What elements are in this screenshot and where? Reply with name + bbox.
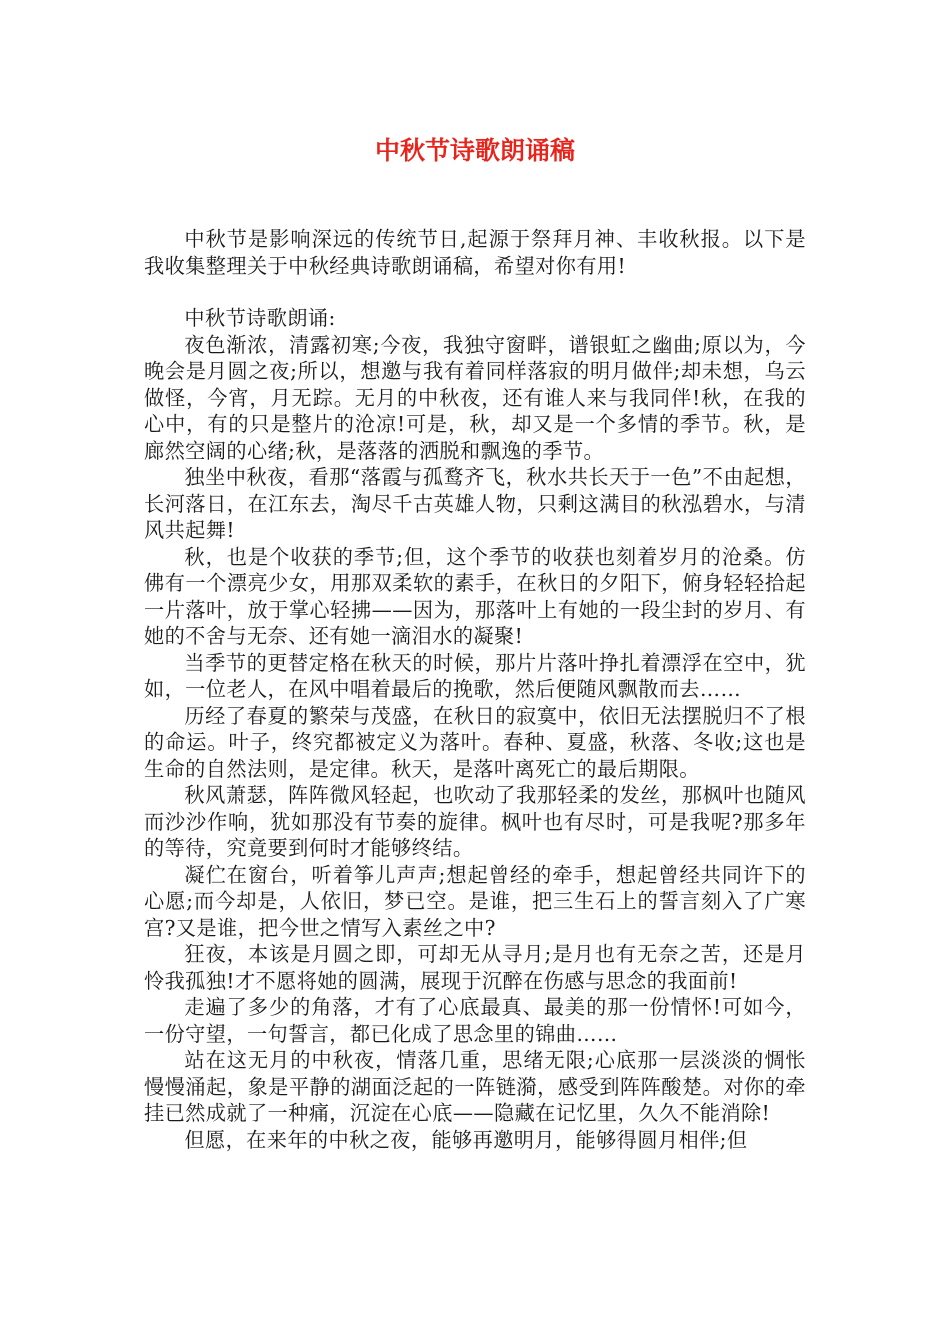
poem-paragraph: 凝伫在窗台，听着筝儿声声;想起曾经的牵手，想起曾经共同许下的心愿;而今却是，人依旧，梦已空。是谁，把三生石上的誓言刻入了广寒宫?又是谁，把今世之情写入素丝之中? (144, 862, 806, 940)
poem-paragraph: 夜色渐浓，清露初寒;今夜，我独守窗畔，谱银虹之幽曲;原以为，今晚会是月圆之夜;所以，想邀与我有着同样落寂的明月做伴;却未想，乌云做怪，今宵，月无踪。无月的中秋夜，还有谁人来与我同伴!秋，在我的心中，有的只是整片的沧凉!可是，秋，却又是一个多情的季节。秋，是廊然空阔的心绪;秋，是落落的洒脱和飘逸的季节。 (144, 332, 806, 463)
poem-paragraph: 当季节的更替定格在秋天的时候，那片片落叶挣扎着漂浮在空中，犹如，一位老人，在风中唱着最后的挽歌，然后便随风飘散而去…… (144, 650, 806, 701)
section-heading: 中秋节诗歌朗诵: (184, 306, 336, 330)
poem-paragraph: 走遍了多少的角落，才有了心底最真、最美的那一份情怀!可如今，一份守望，一句誓言，都已化成了思念里的锦曲…… (144, 995, 806, 1046)
poem-paragraph: 历经了春夏的繁荣与茂盛，在秋日的寂寞中，依旧无法摆脱归不了根的命运。叶子，终究都被定义为落叶。春种、夏盛，秋落、冬收;这也是生命的自然法则，是定律。秋天，是落叶离死亡的最后期限。 (144, 703, 806, 781)
poem-paragraph: 秋风萧瑟，阵阵微风轻起，也吹动了我那轻柔的发丝，那枫叶也随风而沙沙作响，犹如那没有节奏的旋律。枫叶也有尽时，可是我呢?那多年的等待，究竟要到何时才能够终结。 (144, 783, 806, 860)
poem-paragraph: 站在这无月的中秋夜，情落几重，思绪无限;心底那一层淡淡的惆怅慢慢涌起，象是平静的湖面泛起的一阵链漪，感受到阵阵酸楚。对你的牵挂已然成就了一种痛，沉淀在心底——隐藏在记忆里，久久不能消除! (144, 1048, 806, 1125)
intro-paragraph: 中秋节是影响深远的传统节日,起源于祭拜月神、丰收秋报。以下是我收集整理关于中秋经典诗歌朗诵稿，希望对你有用! (144, 227, 806, 278)
poem-paragraph: 秋，也是个收获的季节;但，这个季节的收获也刻着岁月的沧桑。仿佛有一个漂亮少女，用那双柔软的素手，在秋日的夕阳下，俯身轻轻拾起一片落叶，放于掌心轻拂——因为，那落叶上有她的一段尘封的岁月、有她的不舍与无奈、还有她一滴泪水的凝聚! (144, 544, 806, 648)
poem-paragraph: 独坐中秋夜，看那“落霞与孤鹜齐飞，秋水共长天于一色”不由起想，长河落日，在江东去，淘尽千古英雄人物，只剩这满目的秋泓碧水，与清风共起舞! (144, 465, 806, 542)
poem-paragraph: 狂夜，本该是月圆之即，可却无从寻月;是月也有无奈之苦，还是月怜我孤独!才不愿将她的圆满，展现于沉醉在伤感与思念的我面前! (144, 942, 806, 993)
page-title: 中秋节诗歌朗诵稿 (374, 136, 575, 165)
document-body (144, 226, 806, 1153)
poem-paragraph: 但愿，在来年的中秋之夜，能够再邀明月，能够得圆月相伴;但 (184, 1127, 748, 1152)
